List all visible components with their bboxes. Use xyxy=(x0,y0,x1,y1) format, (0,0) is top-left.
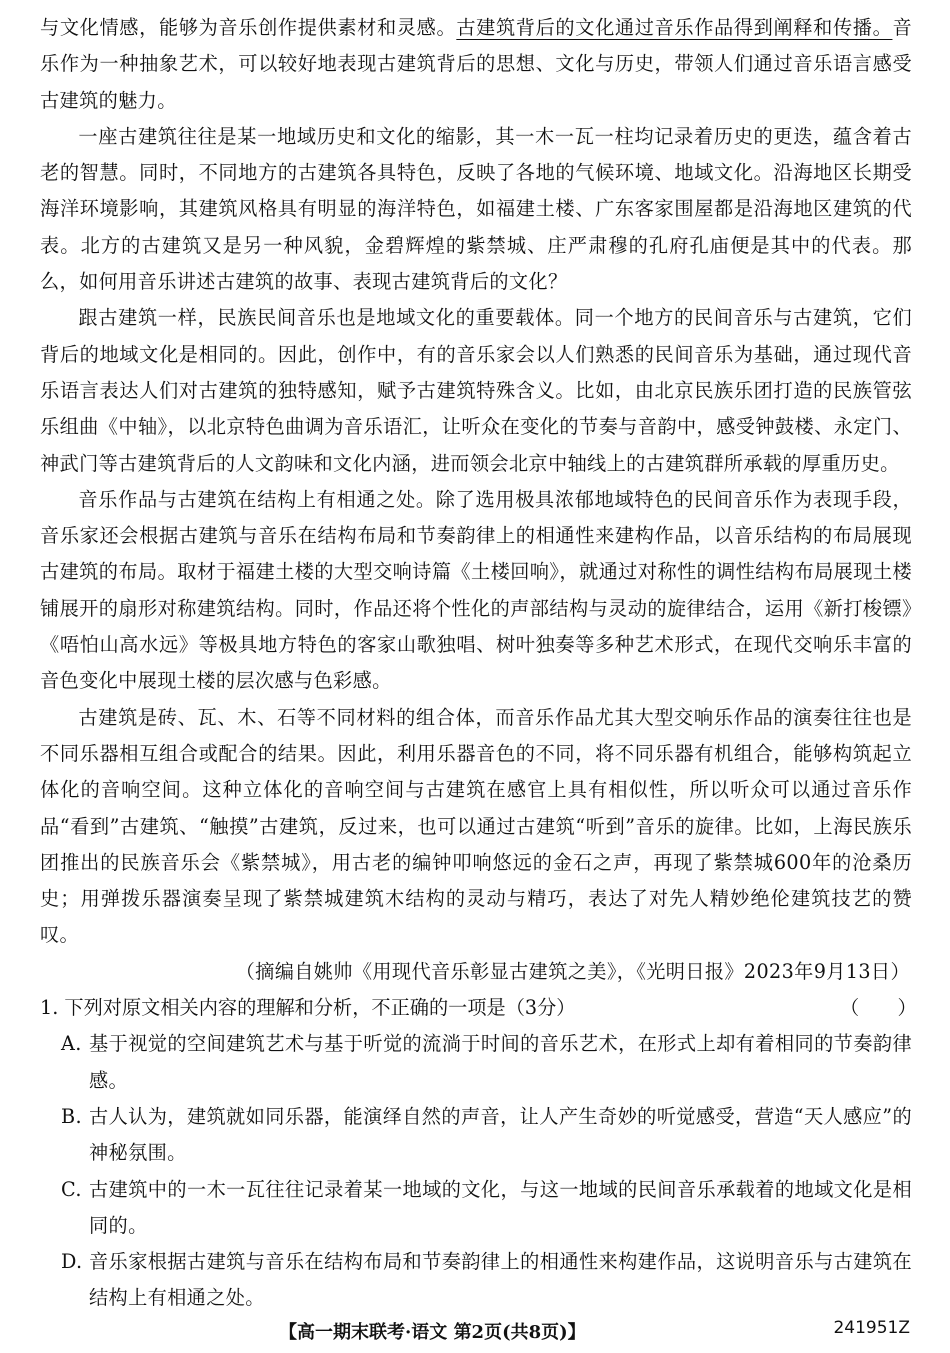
option-c-letter: C. xyxy=(61,1177,82,1201)
option-a-text: 基于视觉的空间建筑艺术与基于听觉的流淌于时间的音乐艺术，在形式上却有着相同的节奏韵律感。 xyxy=(89,1032,912,1092)
footer-exam-title: 【高一期末联考·语文 xyxy=(279,1322,448,1343)
article-source: （摘编自姚帅《用现代音乐彰显古建筑之美》，《光明日报》2023年9月13日） xyxy=(235,959,910,983)
paragraph-0-end: 音乐作为一种抽象艺术，可以较好地表现古建筑背后的思想、文化与历史，带领人们通过音乐语言感受古建筑的魅力。 xyxy=(40,16,912,112)
option-a-letter: A. xyxy=(61,1032,82,1056)
footer-exam-info xyxy=(279,1318,586,1344)
answer-blank: （ ） xyxy=(840,996,917,1020)
question-1-text: 1. 下列对原文相关内容的理解和分析，不正确的一项是（3分） xyxy=(40,996,576,1020)
option-c xyxy=(40,1172,912,1245)
option-b xyxy=(40,1099,912,1172)
option-d-text: 音乐家根据古建筑与音乐在结构布局和节奏韵律上的相通性来构建作品，这说明音乐与古建筑在结构上有相通之处。 xyxy=(89,1250,912,1310)
paragraph-2: 跟古建筑一样，民族民间音乐也是地域文化的重要载体。同一个地方的民间音乐与古建筑，它们背后的地域文化是相同的。因此，创作中，有的音乐家会以人们熟悉的民间音乐为基础，通过现代音乐语言表达人们对古建筑的独特感知，赋予古建筑特殊含义。比如，由北京民族乐团打造的民族管弦乐组曲《中轴》，以北京特色曲调为音乐语汇，让听众在变化的节奏与音韵中，感受钟鼓楼、永定门、神武门等古建筑背后的人文韵味和文化内涵，进而领会北京中轴线上的古建筑群所承载的厚重历史。 xyxy=(40,306,912,475)
paragraph-0-start: 与文化情感，能够为音乐创作提供素材和灵感。 xyxy=(40,16,457,39)
page-footer xyxy=(0,1318,950,1348)
option-b-text: 古人认为，建筑就如同乐器，能演绎自然的声音，让人产生奇妙的听觉感受，营造“天人感应”的神秘氛围。 xyxy=(89,1104,912,1165)
footer-page-number: 第2页(共8页)】 xyxy=(453,1322,586,1343)
question-1-stem xyxy=(40,990,917,1026)
underlined-sentence: 古建筑背后的文化通过音乐作品得到阐释和传播。 xyxy=(456,16,893,39)
paragraph-3: 音乐作品与古建筑在结构上有相通之处。除了选用极具浓郁地域特色的民间音乐作为表现手段，音乐家还会根据古建筑与音乐在结构布局和节奏韵律上的相通性来建构作品，以音乐结构的布局展现古建筑的布局。取材于福建土楼的大型交响诗篇《土楼回响》，就通过对称性的调性结构布局展现土楼铺展开的扇形对称建筑结构。同时，作品还将个性化的声部结构与灵动的旋律结合，运用《新打梭镖》《唔怕山高水远》等极具地方特色的客家山歌独唱、树叶独奏等多种艺术形式，在现代交响乐丰富的音色变化中展现土楼的层次感与色彩感。 xyxy=(40,487,912,693)
option-d-letter: D. xyxy=(61,1250,83,1274)
option-d xyxy=(40,1244,912,1317)
footer-code: 241951Z xyxy=(833,1318,910,1338)
option-c-text: 古建筑中的一木一瓦往往记录着某一地域的文化，与这一地域的民间音乐承载着的地域文化是相同的。 xyxy=(89,1177,912,1237)
option-b-letter: B. xyxy=(61,1104,82,1128)
document-page xyxy=(40,10,917,1317)
paragraph-0 xyxy=(40,10,912,119)
paragraph-4: 古建筑是砖、瓦、木、石等不同材料的组合体，而音乐作品尤其大型交响乐作品的演奏往往也是不同乐器相互组合或配合的结果。因此，利用乐器音色的不同，将不同乐器有机组合，能够构筑起立体化的音响空间。这种立体化的音响空间与古建筑在感官上具有相似性，所以听众可以通过音乐作品“看到”古建筑、“触摸”古建筑，反过来，也可以通过古建筑“听到”音乐的旋律。比如，上海民族乐团推出的民族音乐会《紫禁城》，用古老的编钟叩响悠远的金石之声，再现了紫禁城600年的沧桑历史；用弹拨乐器演奏呈现了紫禁城建筑木结构的灵动与精巧，表达了对先人精妙绝伦建筑技艺的赞叹。 xyxy=(40,705,912,947)
option-a xyxy=(40,1026,912,1099)
paragraph-1: 一座古建筑往往是某一地域历史和文化的缩影，其一木一瓦一柱均记录着历史的更迭，蕴含着古老的智慧。同时，不同地方的古建筑各具特色，反映了各地的气候环境、地域文化。沿海地区长期受海洋环境影响，其建筑风格具有明显的海洋特色，如福建土楼、广东客家围屋都是沿海地区建筑的代表。北方的古建筑又是另一种风貌，金碧辉煌的紫禁城、庄严肃穆的孔府孔庙便是其中的代表。那么，如何用音乐讲述古建筑的故事、表现古建筑背后的文化？ xyxy=(40,124,912,294)
